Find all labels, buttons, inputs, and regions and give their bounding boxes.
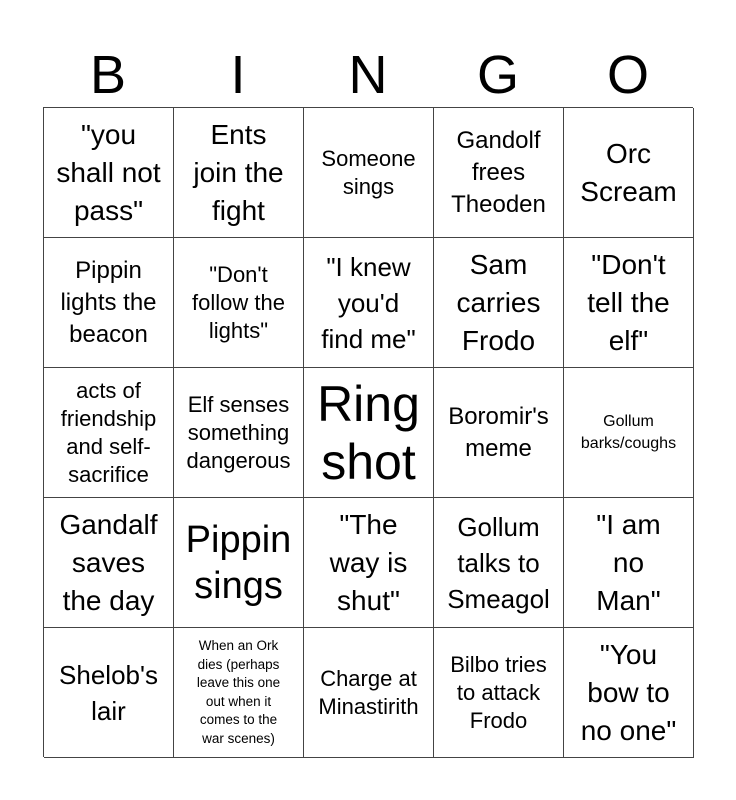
cell-text: Gollum talks to Smeagol bbox=[447, 511, 550, 614]
bingo-cell[interactable] bbox=[304, 238, 434, 368]
cell-text: Ring shot bbox=[317, 375, 420, 490]
bingo-cell[interactable] bbox=[174, 108, 304, 238]
bingo-cell[interactable] bbox=[174, 498, 304, 628]
cell-text: Someone sings bbox=[321, 145, 416, 199]
cell-text: Orc Scream bbox=[580, 137, 677, 207]
cell-text: acts of friendship and self- sacrifice bbox=[60, 377, 157, 487]
cell-text: Sam carries Frodo bbox=[456, 248, 541, 356]
bingo-cell[interactable] bbox=[564, 108, 694, 238]
cell-text: "you shall not pass" bbox=[56, 118, 161, 226]
bingo-cell[interactable] bbox=[564, 368, 694, 498]
bingo-cell[interactable] bbox=[174, 628, 304, 758]
bingo-cell[interactable] bbox=[44, 238, 174, 368]
header-letter-i: I bbox=[230, 45, 246, 105]
cell-text: "You bow to no one" bbox=[580, 638, 677, 746]
bingo-cell[interactable] bbox=[304, 108, 434, 238]
cell-text: "Don't tell the elf" bbox=[587, 248, 670, 356]
cell-text: Charge at Minastirith bbox=[318, 665, 419, 719]
cell-text: Bilbo tries to attack Frodo bbox=[450, 651, 547, 733]
bingo-cell[interactable] bbox=[44, 498, 174, 628]
bingo-cell[interactable] bbox=[174, 368, 304, 498]
bingo-cell[interactable] bbox=[44, 108, 174, 238]
cell-text: "The way is shut" bbox=[329, 508, 408, 616]
bingo-cell[interactable] bbox=[434, 498, 564, 628]
cell-text: Elf senses something dangerous bbox=[186, 391, 291, 473]
bingo-cell[interactable] bbox=[44, 628, 174, 758]
cell-text: Boromir's meme bbox=[448, 402, 549, 462]
cell-text: "I knew you'd find me" bbox=[321, 251, 416, 354]
cell-text: "I am no Man" bbox=[596, 508, 661, 616]
header-letter-o: O bbox=[606, 45, 649, 105]
bingo-board bbox=[43, 107, 693, 757]
cell-text: Gollum barks/coughs bbox=[580, 412, 677, 452]
header-letter-g: G bbox=[476, 45, 519, 105]
header-letter-n: N bbox=[348, 45, 388, 105]
bingo-cell[interactable] bbox=[304, 628, 434, 758]
cell-text: Shelob's lair bbox=[59, 659, 158, 726]
bingo-cell[interactable] bbox=[304, 498, 434, 628]
cell-text: Gandolf frees Theoden bbox=[451, 126, 546, 218]
bingo-cell[interactable] bbox=[434, 108, 564, 238]
cell-text: Ents join the fight bbox=[193, 118, 284, 226]
cell-text: Pippin lights the beacon bbox=[60, 256, 157, 348]
bingo-cell[interactable] bbox=[564, 628, 694, 758]
bingo-header bbox=[43, 44, 693, 106]
bingo-cell[interactable] bbox=[304, 368, 434, 498]
cell-text: When an Ork dies (perhaps leave this one out when it comes to the war scenes) bbox=[196, 638, 281, 746]
cell-text: Pippin sings bbox=[185, 518, 292, 607]
bingo-cell[interactable] bbox=[564, 238, 694, 368]
bingo-cell[interactable] bbox=[434, 238, 564, 368]
bingo-cell[interactable] bbox=[434, 368, 564, 498]
cell-text: Gandalf saves the day bbox=[59, 508, 158, 616]
bingo-cell[interactable] bbox=[564, 498, 694, 628]
cell-text: "Don't follow the lights" bbox=[192, 261, 285, 343]
header-letter-b: B bbox=[89, 45, 127, 105]
bingo-cell[interactable] bbox=[44, 368, 174, 498]
bingo-cell[interactable] bbox=[434, 628, 564, 758]
bingo-cell[interactable] bbox=[174, 238, 304, 368]
